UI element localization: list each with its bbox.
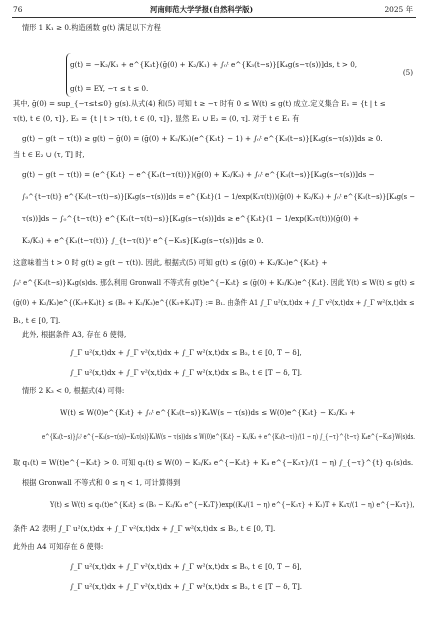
equation-line: τ(s))]ds − ∫₀^{t−τ(t)} e^{K₃(t−τ(t)−s)}[K₄g(s−τ(s))]ds ≥ e^{K₃t}(1 − 1/exp(K₃τ(t)))(ḡ(0) + — [22, 214, 359, 223]
text-line: ∫₀ᵗ e^{K₃(t−s)}K₄g(s)ds. 那么利用 Gronwall 不等式有 g(t)e^{−K₃t} ≤ (ḡ(0) + K₂/K₃)e^{K₄t}. 因此 Y(t) ≤ W(t) ≤ g(t) ≤ — [13, 278, 415, 287]
text-line: 此外由 A4 可知存在 δ 使得: — [13, 542, 104, 551]
text-line: τ(t), t ∈ (0, τ]}, E₂ = {t | t > τ(t), t ∈ (0, τ]}, 显然 E₁ ∪ E₂ = (0, τ]. 对于 t ∈ E₁ 有 — [13, 114, 300, 123]
text-line: (ḡ(0) + K₂/K₃)e^{(K₃+K₄)t} ≤ (B₀ + K₂/K₃)e^{(K₃+K₄)T} := B₁. 由条件 A1 ∫_Γ u²(x,t)dx + ∫_Γ v²(x,t)dx + ∫_Γ w²(x,t)dx ≤ — [13, 298, 415, 307]
equation-line: g(t) − g(t − τ(t)) ≥ g(t) − ḡ(0) = (ḡ(0) + K₂/K₃)(e^{K₃t} − 1) + ∫₀ᵗ e^{K₃(t−s)}[K₄g(s−τ(s))]ds ≥ 0. — [22, 134, 383, 143]
text-line: 根据 Gronwall 不等式和 0 ≤ η < 1, 可计算得到 — [22, 478, 181, 487]
text-line: 当 t ∈ E₂ ∪ (τ, T] 时, — [13, 150, 85, 159]
equation-line: K₂/K₃) + e^{K₃(t−τ(t))} ∫_{t−τ(t)}ᵗ e^{−K₃s}[K₄g(s−τ(s))]ds ≥ 0. — [22, 236, 264, 245]
text-line: 情形 1 K₁ ≥ 0.构造函数 g(t) 满足以下方程 — [22, 23, 161, 32]
equation-line: ∫_Γ u²(x,t)dx + ∫_Γ v²(x,t)dx + ∫_Γ w²(x,t)dx ≤ B₂, t ∈ [T − δ, T]. — [70, 582, 303, 591]
text-line: 取 q₁(t) = W(t)e^{−K₃t} > 0. 可知 q₁(t) ≤ W(0) − K₂/K₃ e^{−K₃t} + K₄ e^{−K₃τ}/(1 − η) ∫_{−τ}^{t} q₁(s)ds. — [13, 458, 414, 467]
equation-line: Y(t) ≤ W(t) ≤ q₁(t)e^{K₃t} ≤ (B₀ − K₂/K₃ e^{−K₃T})exp((K₄/(1 − η) e^{−K₃τ} + K₃)T + K₄τ/(1 − η) e^{−K₃τ}), — [50, 500, 415, 509]
text-line: 其中, ḡ(0) = sup_{−τ≤t≤0} g(s).从式(4) 和(5) 可知 t ≥ −τ 时有 0 ≤ W(t) ≤ g(t) 成立.定义集合 E₁ = {t | t ≤ — [13, 99, 386, 108]
text-line: B₁, t ∈ [0, T]. — [13, 316, 61, 325]
equation-line: e^{K₃(t−s)}∫₀ᵗ e^{−K₃(s−τ(s))−K₃τ(s)}K₄W(s − τ(s))ds ≤ W(0)e^{K₃t} − K₂/K₃ + e^{K₃(t−τ)}/(1 − η) ∫_{−τ}^{t−τ} K₄e^{−K₃s}W(s)ds. — [42, 432, 415, 441]
text-line: 这意味着当 t > 0 时 g(t) ≥ g(t − τ(t)). 因此, 根据式(5) 可知 g(t) ≤ (ḡ(0) + K₂/K₃)e^{K₃t} + — [13, 258, 328, 267]
journal-title: 河南师范大学学报(自然科学版) — [150, 5, 254, 14]
equation-line: ∫_Γ u²(x,t)dx + ∫_Γ v²(x,t)dx + ∫_Γ w²(x,t)dx ≤ B₀, t ∈ [0, T − δ], — [70, 562, 302, 571]
equation-line: ∫₀^{t−τ(t)} e^{K₃(t−τ(t)−s)}[K₄g(s−τ(s))]ds = e^{K₃t}(1 − 1/exp(K₃τ(t)))(ḡ(0) + K₂/K₃) + ∫₀ᵗ e^{K₃(t−s)}[K₄g(s − — [22, 192, 415, 201]
text-line: 条件 A2 表明 ∫_Γ u²(x,t)dx + ∫_Γ v²(x,t)dx + ∫_Γ w²(x,t)dx ≤ B₂, t ∈ [0, T]. — [13, 524, 276, 533]
equation-line: g(t) = −K₂/K₁ + e^{K₃t}(ḡ(0) + K₂/K₁) + ∫₀ᵗ e^{K₃(t−s)}[K₄g(s−τ(s))]ds, t > 0, — [70, 60, 358, 69]
equation-line: W(t) ≤ W(0)e^{K₃t} + ∫₀ᵗ e^{K₃(t−s)}K₄W(s − τ(s))ds ≤ W(0)e^{K₃t} − K₂/K₃ + — [60, 408, 356, 417]
text-line: 此外, 根据条件 A3, 存在 δ 使得, — [22, 330, 127, 339]
text-line: 情形 2 K₃ < 0, 根据式(4) 可得: — [22, 386, 125, 395]
header-rule — [12, 17, 416, 18]
equation-number: (5) — [402, 68, 413, 77]
page-number: 76 — [13, 5, 23, 14]
equation-line: g(t) = EY, −τ ≤ t ≤ 0. — [70, 84, 149, 93]
year: 2025 年 — [384, 5, 413, 14]
equation-line: ∫_Γ u²(x,t)dx + ∫_Γ v²(x,t)dx + ∫_Γ w²(x,t)dx ≤ B₀, t ∈ [T − δ, T]. — [70, 368, 303, 377]
equation-line: ∫_Γ u²(x,t)dx + ∫_Γ v²(x,t)dx + ∫_Γ w²(x,t)dx ≤ B₂, t ∈ [0, T − δ], — [70, 348, 302, 357]
equation-line: g(t) − g(t − τ(t)) = (e^{K₃t} − e^{K₃(t−τ(t))})(ḡ(0) + K₂/K₃) + ∫₀ᵗ e^{K₃(t−s)}[K₄g(s−τ(s))]ds − — [22, 170, 375, 179]
